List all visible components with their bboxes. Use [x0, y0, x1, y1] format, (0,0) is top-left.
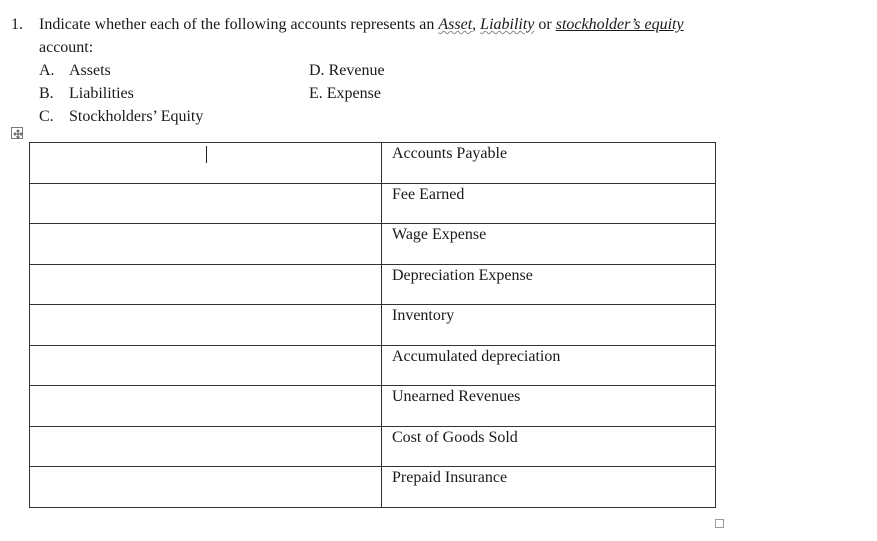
option-label: Expense — [326, 85, 381, 102]
account-name: Depreciation Expense — [382, 264, 716, 305]
term-liability: Liability — [480, 16, 535, 33]
question-number: 1. — [11, 16, 23, 33]
table-row — [30, 305, 716, 346]
table-row — [30, 467, 716, 508]
option-letter: A. — [39, 62, 55, 79]
option-label: Revenue — [328, 62, 385, 79]
account-name: Fee Earned — [382, 183, 716, 224]
account-name: Wage Expense — [382, 224, 716, 265]
answer-cell[interactable] — [30, 386, 382, 427]
option-c — [39, 108, 203, 126]
answer-cell[interactable] — [30, 264, 382, 305]
answer-cell[interactable] — [30, 345, 382, 386]
answer-cell[interactable] — [30, 426, 382, 467]
text-cursor — [206, 146, 207, 163]
question-line-2: account: — [39, 39, 94, 56]
option-letter: D. — [309, 62, 325, 79]
option-d — [309, 62, 385, 80]
answer-cell[interactable] — [30, 183, 382, 224]
option-letter: C. — [39, 108, 54, 125]
table-row — [30, 426, 716, 467]
accounts-table — [29, 142, 716, 508]
table-row — [30, 345, 716, 386]
option-letter: E. — [309, 85, 323, 102]
account-name: Unearned Revenues — [382, 386, 716, 427]
term-equity: stockholder’s equity — [555, 16, 684, 33]
table-resize-handle[interactable] — [715, 519, 724, 528]
option-e — [309, 85, 381, 103]
account-name: Accounts Payable — [382, 143, 716, 184]
answer-cell[interactable] — [30, 224, 382, 265]
table-row — [30, 143, 716, 184]
option-label: Assets — [69, 62, 111, 79]
account-name: Cost of Goods Sold — [382, 426, 716, 467]
account-name: Inventory — [382, 305, 716, 346]
option-label: Liabilities — [69, 85, 134, 102]
account-name: Accumulated depreciation — [382, 345, 716, 386]
answer-cell[interactable] — [30, 467, 382, 508]
question-text: Indicate whether each of the following accounts represents an — [39, 16, 439, 33]
table-row — [30, 386, 716, 427]
table-row — [30, 183, 716, 224]
table-move-handle-icon[interactable] — [11, 127, 23, 139]
question-separator: , — [472, 16, 481, 33]
option-letter: B. — [39, 85, 54, 102]
account-name: Prepaid Insurance — [382, 467, 716, 508]
option-label: Stockholders’ Equity — [69, 108, 204, 125]
table-row — [30, 224, 716, 265]
term-asset: Asset — [438, 16, 473, 33]
question-line-1 — [11, 16, 684, 34]
option-b — [39, 85, 134, 103]
table-row — [30, 264, 716, 305]
question-separator: or — [534, 16, 556, 33]
option-a — [39, 62, 111, 80]
answer-cell[interactable] — [30, 305, 382, 346]
